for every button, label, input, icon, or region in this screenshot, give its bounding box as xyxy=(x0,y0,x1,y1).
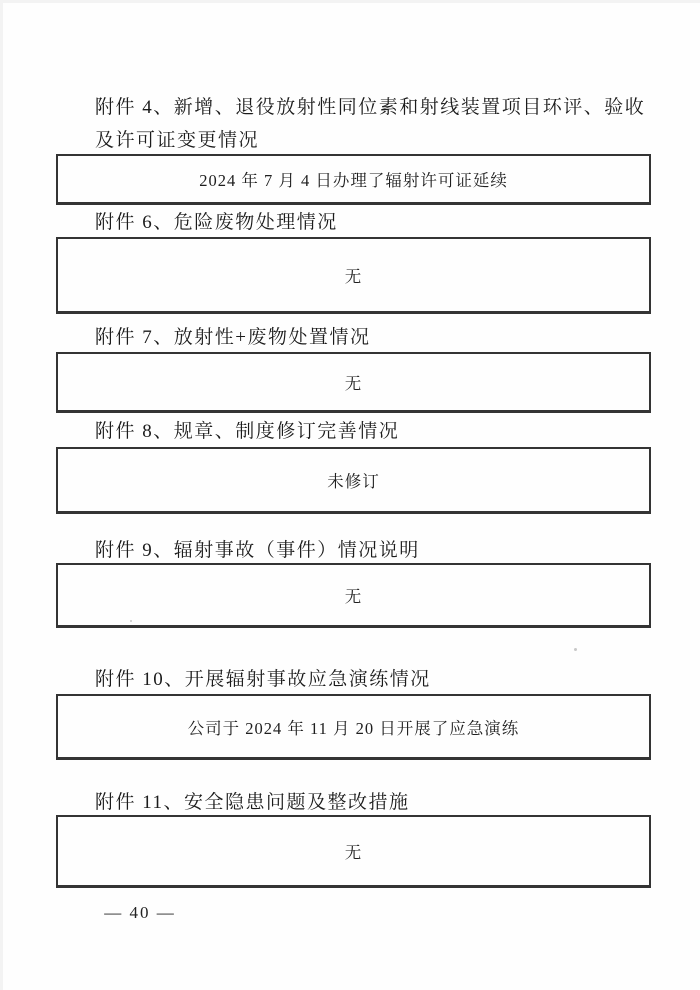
scan-speck xyxy=(130,620,132,622)
attachment-11-content-box: 无 xyxy=(56,815,651,888)
page-number: — 40 — xyxy=(104,903,176,922)
attachment-8-content-box: 未修订 xyxy=(56,447,651,514)
attachment-6-content-box: 无 xyxy=(56,237,651,314)
attachment-6-heading: 附件 6、危险废物处理情况 xyxy=(95,212,338,233)
attachment-11-heading: 附件 11、安全隐患问题及整改措施 xyxy=(95,792,410,813)
attachment-8-heading: 附件 8、规章、制度修订完善情况 xyxy=(95,421,400,442)
attachment-4-content-box: 2024 年 7 月 4 日办理了辐射许可证延续 xyxy=(56,154,651,205)
attachment-4-heading-line-2: 及许可证变更情况 xyxy=(95,130,260,151)
attachment-7-content-box: 无 xyxy=(56,352,651,413)
scan-speck xyxy=(574,648,577,651)
attachment-10-heading: 附件 10、开展辐射事故应急演练情况 xyxy=(95,669,431,690)
attachment-4-heading-line-1: 附件 4、新增、退役放射性同位素和射线装置项目环评、验收 xyxy=(95,97,646,118)
attachment-9-heading: 附件 9、辐射事故（事件）情况说明 xyxy=(95,540,420,561)
attachment-4-heading xyxy=(95,91,655,157)
attachment-9-content-box: 无 xyxy=(56,563,651,628)
attachment-10-content-box: 公司于 2024 年 11 月 20 日开展了应急演练 xyxy=(56,694,651,760)
attachment-7-heading: 附件 7、放射性+废物处置情况 xyxy=(95,327,371,348)
